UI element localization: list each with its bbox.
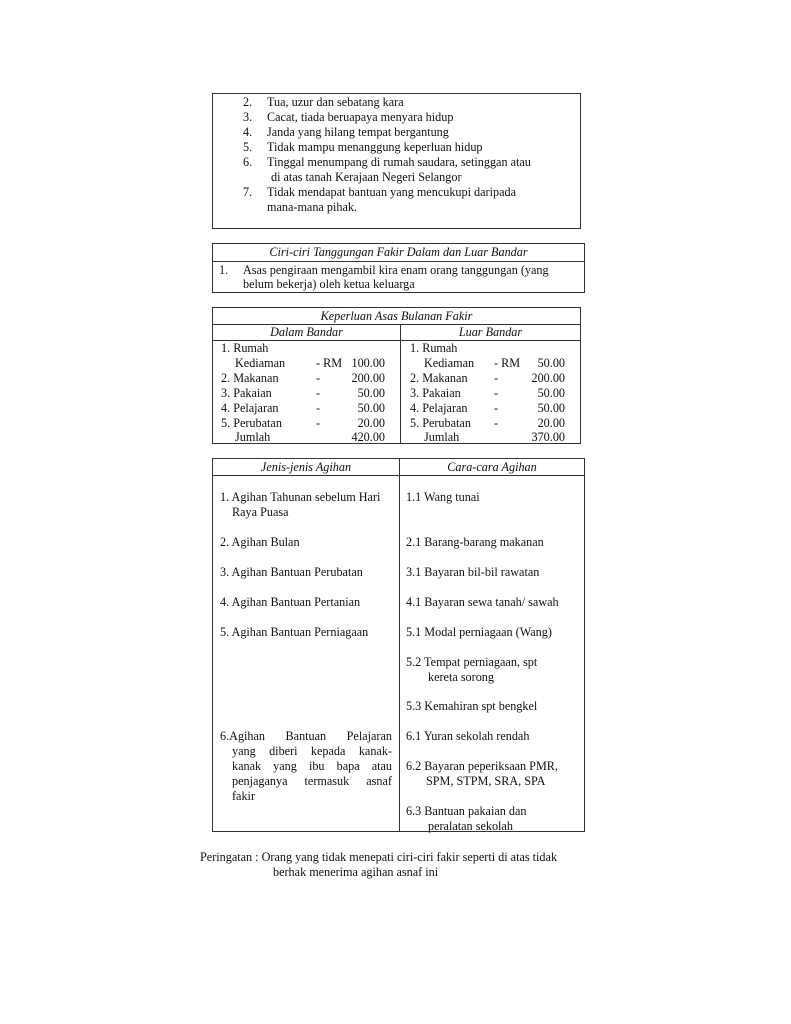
luar-item-value: 50.00 <box>537 401 565 415</box>
dalam-item-label: Kediaman <box>235 356 286 370</box>
luar-total-value: 370.00 <box>531 430 565 444</box>
dalam-item-label: 3. Pakaian <box>221 386 272 400</box>
type-item: 4. Agihan Bantuan Pertanian <box>220 595 361 609</box>
criteria-text: Janda yang hilang tempat bergantung <box>267 125 449 139</box>
criteria-text: Tinggal menumpang di rumah saudara, setinggan atau <box>267 155 531 169</box>
luar-item-dash: - <box>494 386 499 400</box>
method-item: 4.1 Bayaran sewa tanah/ sawah <box>406 595 559 609</box>
luar-item-label: 1. Rumah <box>410 341 458 355</box>
method-item: 2.1 Barang-barang makanan <box>406 535 544 549</box>
type-item: 5. Agihan Bantuan Perniagaan <box>220 625 369 639</box>
method-item: 3.1 Bayaran bil-bil rawatan <box>406 565 540 579</box>
dalam-item-value: 200.00 <box>351 371 385 385</box>
luar-item-dash: - <box>494 401 499 415</box>
luar-item-label: 3. Pakaian <box>410 386 461 400</box>
luar-item-label: Kediaman <box>424 356 475 370</box>
dalam-item-label: 2. Makanan <box>221 371 279 385</box>
criteria-num: 2. <box>243 95 253 109</box>
luar-title: Luar Bandar <box>458 325 523 339</box>
needs-title: Keperluan Asas Bulanan Fakir <box>320 309 473 323</box>
criteria-num: 5. <box>243 140 253 154</box>
type-item: yang diberi kepada kanak- <box>232 744 392 758</box>
luar-item-label: 4. Pelajaran <box>410 401 468 415</box>
dalam-item-dash: - <box>316 416 321 430</box>
method-item: 1.1 Wang tunai <box>406 490 480 504</box>
dalam-item-dash: - <box>316 386 321 400</box>
method-item: 6.2 Bayaran peperiksaan PMR, <box>406 759 558 773</box>
type-item: 1. Agihan Tahunan sebelum Hari <box>220 490 381 504</box>
type-item: 2. Agihan Bulan <box>220 535 300 549</box>
col-header-types: Jenis-jenis Agihan <box>260 460 352 474</box>
dalam-item-dash: - <box>316 371 321 385</box>
criteria-text: mana-mana pihak. <box>267 200 358 214</box>
luar-item-value: 200.00 <box>531 371 565 385</box>
dalam-item-label: 4. Pelajaran <box>221 401 279 415</box>
criteria-box <box>212 93 581 229</box>
dalam-title: Dalam Bandar <box>270 325 343 339</box>
divider <box>213 475 584 476</box>
divider <box>399 459 400 831</box>
method-item: 5.2 Tempat perniagaan, spt <box>406 655 538 669</box>
divider <box>213 261 584 262</box>
distribution-table <box>212 458 585 832</box>
dalam-item-value: 100.00 <box>351 356 385 370</box>
dependents-text: Asas pengiraan mengambil kira enam orang tanggungan (yang <box>243 263 549 277</box>
method-item: 6.1 Yuran sekolah rendah <box>406 729 530 743</box>
criteria-num: 3. <box>243 110 253 124</box>
dalam-item-value: 50.00 <box>357 401 385 415</box>
dependents-title: Ciri-ciri Tanggungan Fakir Dalam dan Luar Bandar <box>269 245 528 259</box>
luar-item-value: 50.00 <box>537 356 565 370</box>
criteria-text: di atas tanah Kerajaan Negeri Selangor <box>271 170 462 184</box>
needs-table <box>212 307 581 444</box>
criteria-num: 7. <box>243 185 253 199</box>
type-item: 6.Agihan Bantuan Pelajaran <box>220 729 392 743</box>
method-item: 5.3 Kemahiran spt bengkel <box>406 699 538 713</box>
criteria-num: 4. <box>243 125 253 139</box>
luar-item-dash: - <box>494 371 499 385</box>
dalam-item-dash: - RM <box>316 356 343 370</box>
luar-item-dash: - <box>494 416 499 430</box>
dalam-item-label: 5. Perubatan <box>221 416 282 430</box>
type-item: fakir <box>232 789 256 803</box>
criteria-text: Tua, uzur dan sebatang kara <box>267 95 404 109</box>
dalam-item-label: 1. Rumah <box>221 341 269 355</box>
luar-item-value: 50.00 <box>537 386 565 400</box>
method-item: peralatan sekolah <box>428 819 513 833</box>
luar-item-label: 5. Perubatan <box>410 416 471 430</box>
warning-note: berhak menerima agihan asnaf ini <box>273 865 439 879</box>
type-item: kanak yang ibu bapa atau <box>232 759 392 773</box>
type-item: penjaganya termasuk asnaf <box>232 774 392 788</box>
divider <box>400 324 401 443</box>
dalam-item-value: 20.00 <box>357 416 385 430</box>
dependents-box <box>212 243 585 293</box>
luar-item-value: 20.00 <box>537 416 565 430</box>
dalam-total-value: 420.00 <box>351 430 385 444</box>
criteria-text: Tidak mendapat bantuan yang mencukupi daripada <box>267 185 516 199</box>
luar-item-dash: - RM <box>494 356 521 370</box>
type-item: Raya Puasa <box>232 505 289 519</box>
dalam-item-value: 50.00 <box>357 386 385 400</box>
criteria-num: 6. <box>243 155 253 169</box>
dalam-item-dash: - <box>316 401 321 415</box>
criteria-text: Tidak mampu menanggung keperluan hidup <box>267 140 483 154</box>
criteria-text: Cacat, tiada beruapaya menyara hidup <box>267 110 454 124</box>
col-header-methods: Cara-cara Agihan <box>447 460 537 474</box>
dalam-total-label: Jumlah <box>235 430 271 444</box>
dependents-text: belum bekerja) oleh ketua keluarga <box>243 277 415 291</box>
method-item: 5.1 Modal perniagaan (Wang) <box>406 625 552 639</box>
type-item: 3. Agihan Bantuan Perubatan <box>220 565 363 579</box>
warning-note: Peringatan : Orang yang tidak menepati ciri-ciri fakir seperti di atas tidak <box>200 850 558 864</box>
luar-total-label: Jumlah <box>424 430 460 444</box>
method-item: kereta sorong <box>428 670 494 684</box>
method-item: SPM, STPM, SRA, SPA <box>426 774 546 788</box>
method-item: 6.3 Bantuan pakaian dan <box>406 804 527 818</box>
luar-item-label: 2. Makanan <box>410 371 468 385</box>
dependents-num: 1. <box>219 263 229 277</box>
